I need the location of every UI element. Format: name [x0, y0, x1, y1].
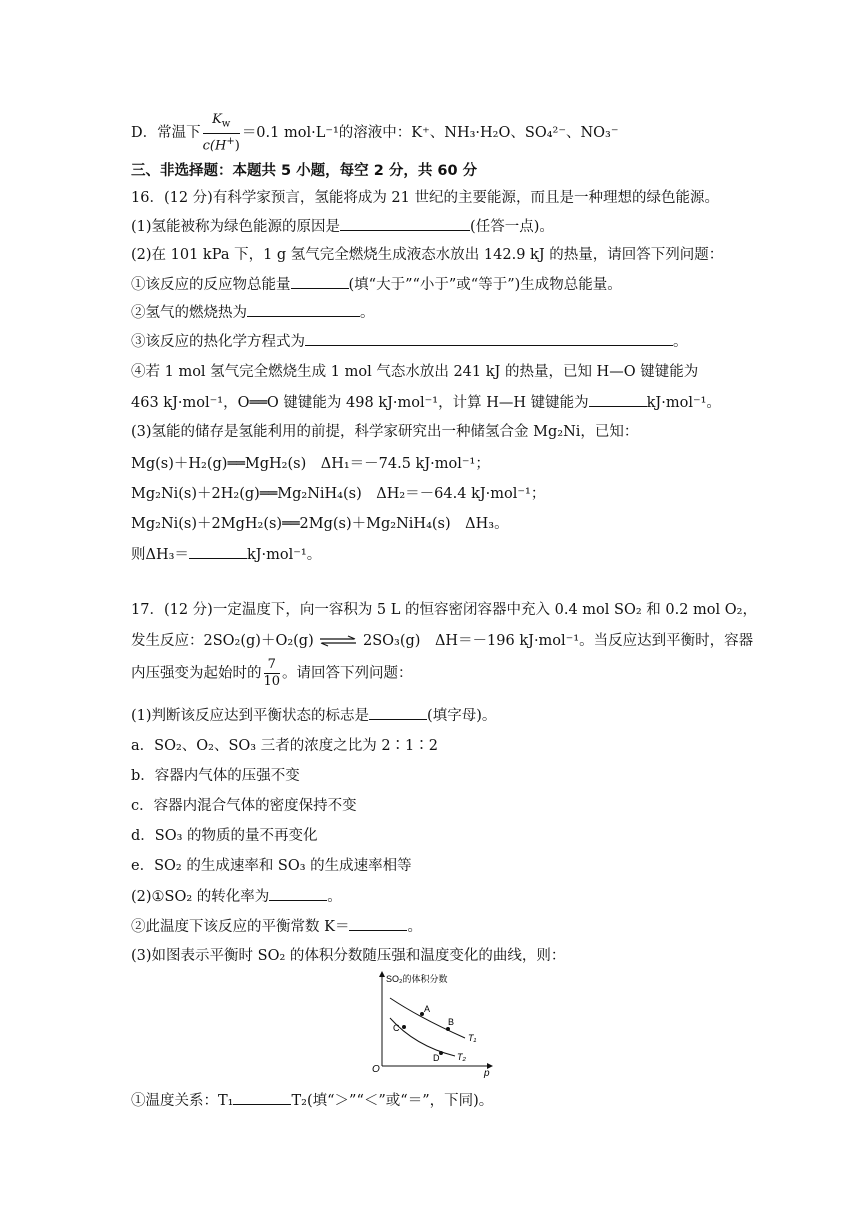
pressure-fraction: $\frac{7}{10}$: [263, 657, 281, 689]
q16-p1: (1)氢能被称为绿色能源的原因是 (任答一点)。: [131, 216, 554, 237]
point-b-label: B: [448, 1017, 455, 1027]
curve-t2-label: T₂: [457, 1052, 466, 1062]
q17-opt-a: a．SO₂、O₂、SO₃ 三者的浓度之比为 2∶1∶2: [131, 738, 439, 754]
q16-p2-2: ②氢气的燃烧热为 。: [131, 302, 375, 323]
answer-blank[interactable]: [305, 331, 673, 346]
q17-p2-2: ②此温度下该反应的平衡常数 K＝ 。: [131, 916, 422, 937]
q17-opt-d: d．SO₃ 的物质的量不再变化: [131, 828, 318, 844]
q16-p2-4a: ④若 1 mol 氢气完全燃烧生成 1 mol 气态水放出 241 kJ 的热量，已知 H—O 键键能为: [131, 364, 699, 380]
section-title: 三、非选择题：本题共 5 小题，每空 2 分，共 60 分: [131, 163, 478, 179]
q17-p3: (3)如图表示平衡时 SO₂ 的体积分数随压强和温度变化的曲线，则：: [131, 948, 566, 964]
answer-blank[interactable]: [369, 705, 427, 720]
q16-p2-3: ③该反应的热化学方程式为 。: [131, 331, 688, 352]
point-b: [446, 1027, 450, 1031]
point-c-label: C: [393, 1023, 400, 1033]
q17-p2-1: (2)①SO₂ 的转化率为 。: [131, 886, 342, 907]
q17-stem2: 发生反应：2SO₂(g)＋O₂(g) 2SO₃(g) ΔH＝－196 kJ·mol⁻¹。当反应达到平衡时，容器: [131, 633, 754, 649]
q16-p3: (3)氢能的储存是氢能利用的前提，科学家研究出一种储氢合金 Mg₂Ni，已知：: [131, 424, 639, 440]
q16-p2-1: ①该反应的反应物总能量 (填“大于”“小于”或“等于”)生成物总能量。: [131, 274, 622, 295]
point-d-label: D: [433, 1053, 440, 1063]
q17-stem1: 17．(12 分)一定温度下，向一容积为 5 L 的恒容密闭容器中充入 0.4 mol SO₂ 和 0.2 mol O₂，: [131, 602, 757, 618]
q17-p1: (1)判断该反应达到平衡状态的标志是 (填字母)。: [131, 705, 496, 726]
origin-label: O: [372, 1064, 380, 1075]
option-d-suffix: ＝0.1 mol·L⁻¹的溶液中：K⁺、NH₃·H₂O、SO₄²⁻、NO₃⁻: [241, 124, 619, 141]
option-d-prefix: D．常温下: [131, 124, 201, 141]
option-d: [131, 112, 619, 154]
q17-opt-e: e．SO₂ 的生成速率和 SO₃ 的生成速率相等: [131, 858, 412, 874]
point-a-label: A: [424, 1004, 431, 1014]
q16-eq2: Mg₂Ni(s)＋2H₂(g)══Mg₂NiH₄(s) ΔH₂＝－64.4 kJ·mol⁻¹；: [131, 486, 546, 502]
y-axis-label: SO₂的体积分数: [386, 974, 448, 984]
answer-blank[interactable]: [247, 302, 360, 317]
answer-blank[interactable]: [233, 1090, 291, 1105]
q16-eq1: Mg(s)＋H₂(g)══MgH₂(s) ΔH₁＝－74.5 kJ·mol⁻¹；: [131, 456, 490, 472]
answer-blank[interactable]: [589, 392, 647, 407]
q16-p2-4b: 463 kJ·mol⁻¹，O══O 键键能为 498 kJ·mol⁻¹，计算 H—H 键键能为 kJ·mol⁻¹。: [131, 392, 721, 413]
answer-blank[interactable]: [340, 216, 470, 231]
q17-opt-b: b．容器内气体的压强不变: [131, 768, 300, 784]
equilibrium-arrow-icon: [318, 635, 358, 647]
q16-ask: 则ΔH₃＝ kJ·mol⁻¹。: [131, 544, 321, 565]
point-c: [402, 1025, 406, 1029]
q16-eq3: Mg₂Ni(s)＋2MgH₂(s)══2Mg(s)＋Mg₂NiH₄(s) ΔH₃。: [131, 516, 509, 532]
answer-blank[interactable]: [349, 916, 407, 931]
q17-stem3: 内压强变为起始时的 $\frac{7}{10}$ 。请回答下列问题：: [131, 657, 413, 689]
answer-blank[interactable]: [189, 544, 247, 559]
so2-volume-fraction-chart: [360, 968, 500, 1078]
curve-t2: [390, 1018, 455, 1056]
curve-t1-label: T₁: [468, 1033, 477, 1043]
answer-blank[interactable]: [269, 886, 327, 901]
q17-p3-1: ①温度关系：T₁ T₂(填“＞”“＜”或“＝”，下同)。: [131, 1090, 493, 1111]
q16-p2: (2)在 101 kPa 下，1 g 氢气完全燃烧生成液态水放出 142.9 kJ 的热量，请回答下列问题：: [131, 247, 724, 263]
answer-blank[interactable]: [291, 274, 349, 289]
kw-fraction: $\frac{K_w}{c(H^+)}$: [202, 112, 240, 153]
point-d: [439, 1051, 443, 1055]
q16-stem: 16．(12 分)有科学家预言，氢能将成为 21 世纪的主要能源，而且是一种理想的绿色能源。: [131, 190, 719, 206]
q17-opt-c: c．容器内混合气体的密度保持不变: [131, 798, 357, 814]
x-axis-label: p: [484, 1068, 490, 1078]
